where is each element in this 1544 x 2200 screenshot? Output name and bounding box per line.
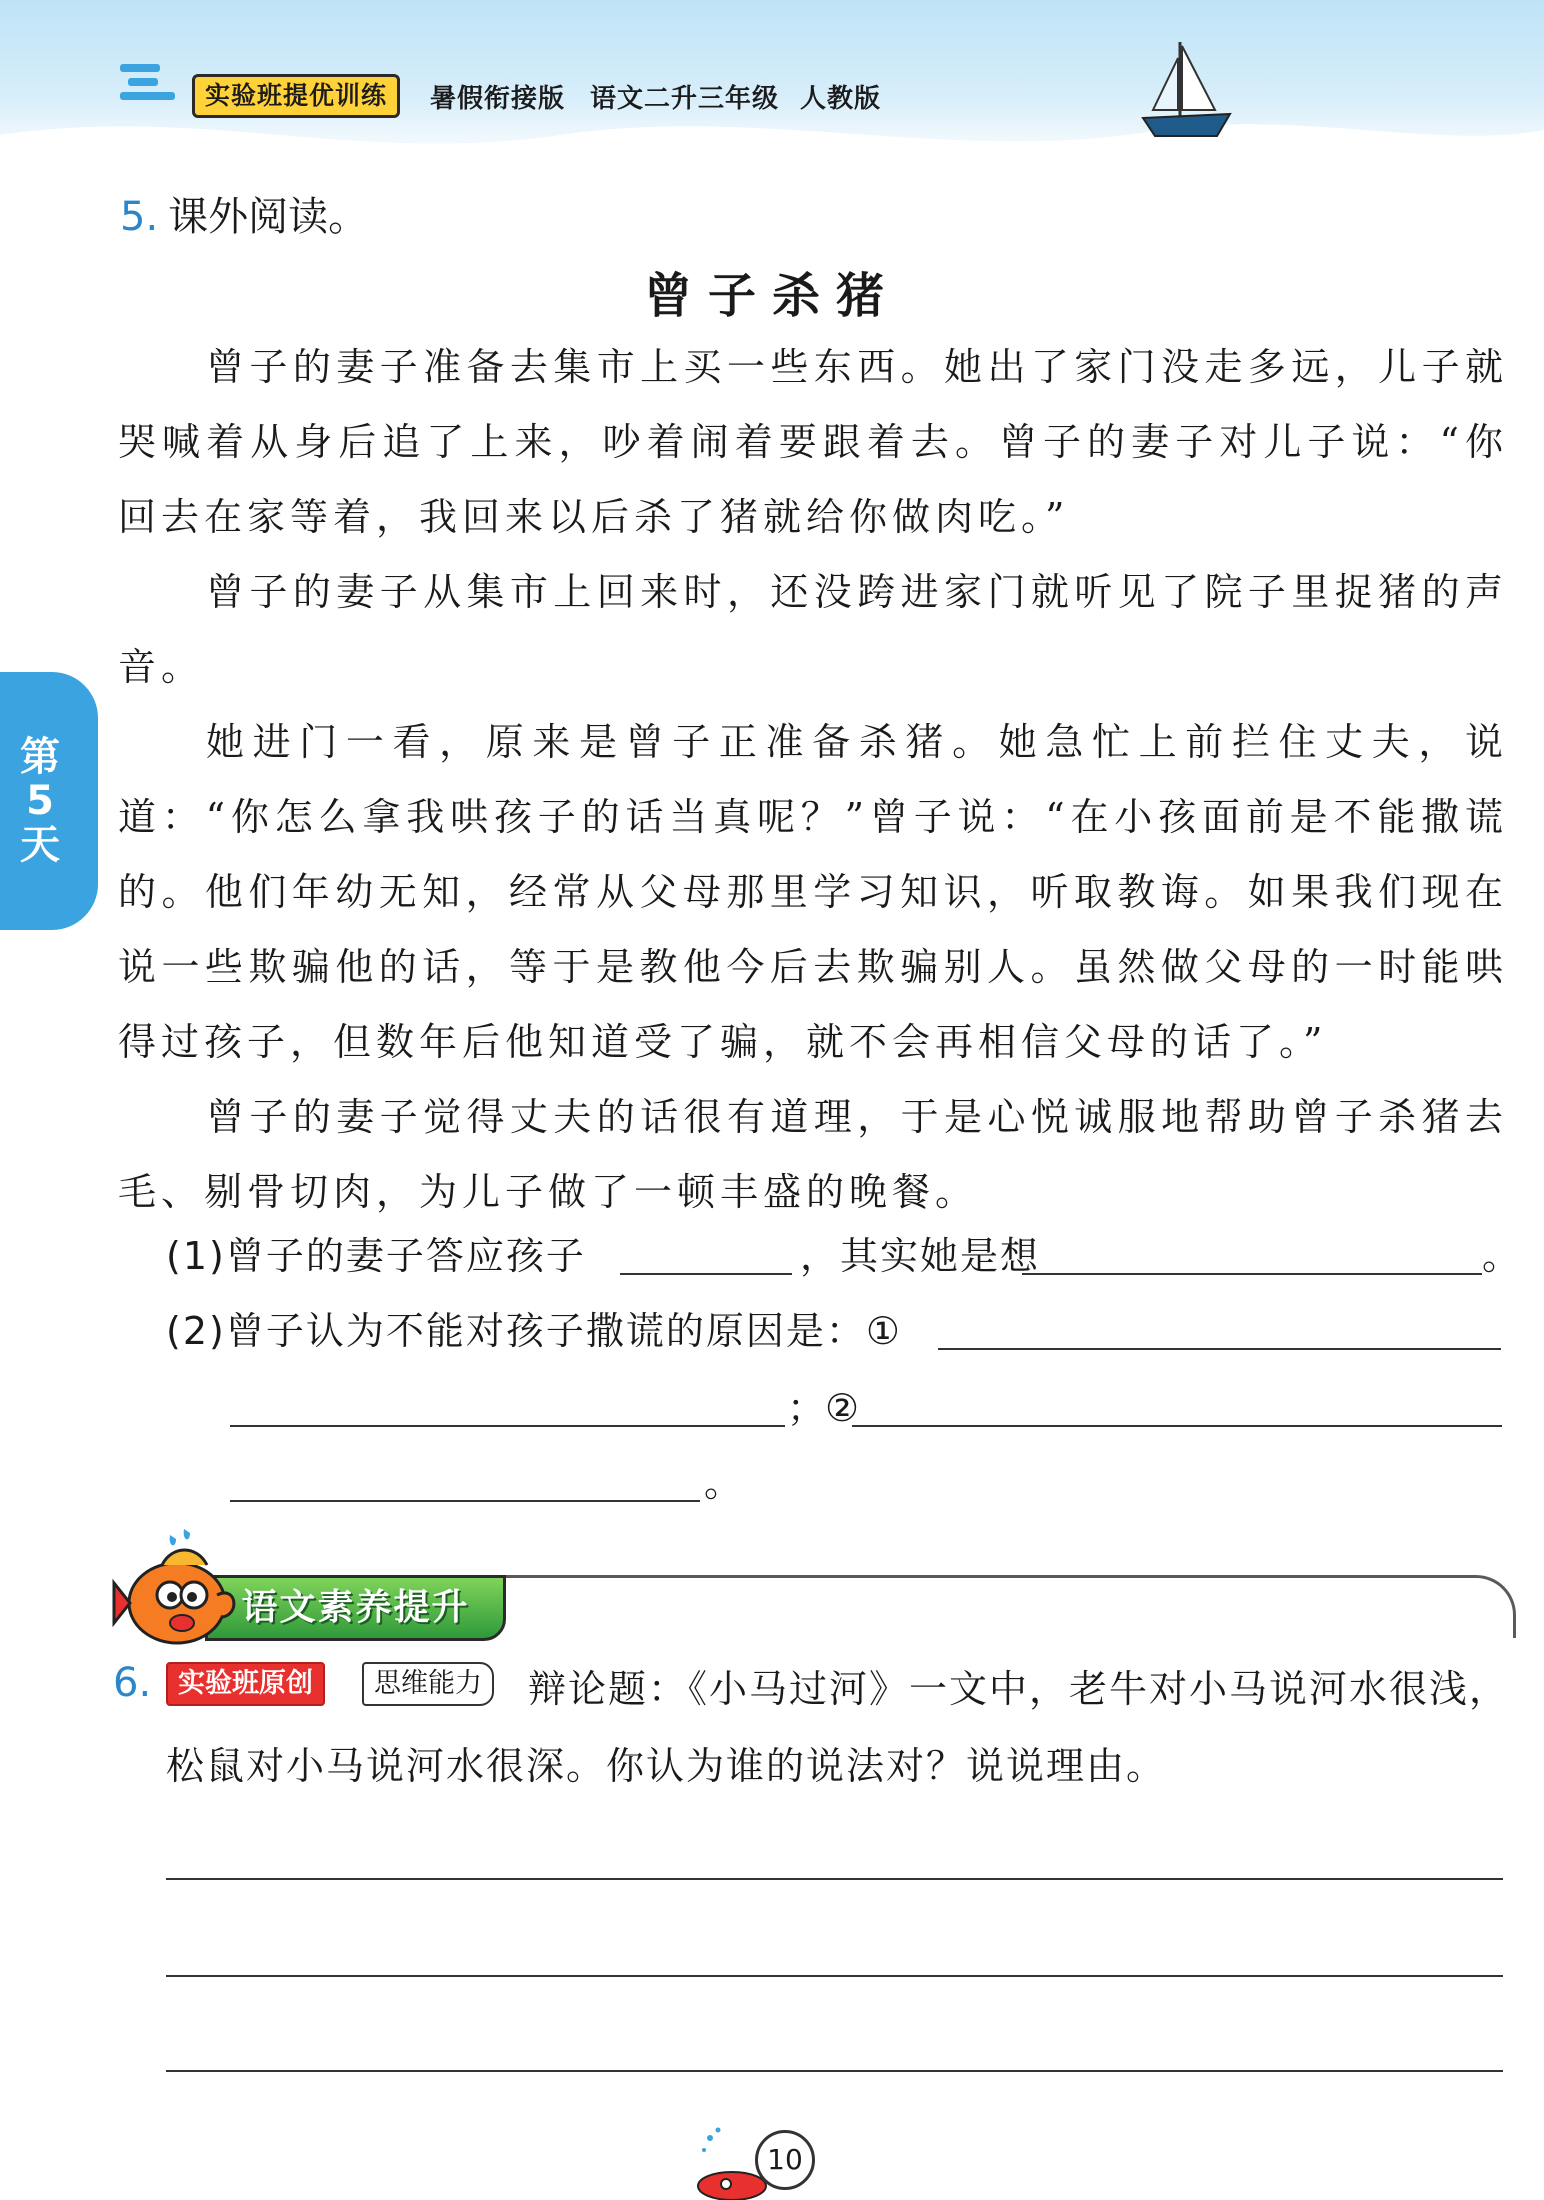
- skill-tag-badge: 思维能力: [362, 1662, 494, 1706]
- day-side-tab: [0, 672, 98, 930]
- subquestion1-blank2[interactable]: [1022, 1235, 1482, 1275]
- question6-text-line1: 辩论题：《小马过河》一文中，老牛对小马说河水很浅，: [528, 1667, 1510, 1711]
- answer-line[interactable]: [166, 2070, 1503, 2072]
- subquestion1-blank1[interactable]: [620, 1235, 792, 1275]
- subquestion2-text: (2)曾子认为不能对孩子撒谎的原因是：①: [166, 1309, 902, 1353]
- section-banner: 语文素养提升: [205, 1575, 506, 1641]
- page-number: 10: [755, 2130, 815, 2190]
- subquestion2-blank2b[interactable]: [230, 1462, 700, 1502]
- question6-text-line2: 松鼠对小马说河水很深。你认为谁的说法对？说说理由。: [166, 1744, 1167, 1788]
- story-body: [118, 330, 1508, 1230]
- question5-heading-text: 课外阅读。: [168, 194, 369, 240]
- subquestion2-blank2a[interactable]: [852, 1387, 1502, 1427]
- story-paragraph: 曾子的妻子觉得丈夫的话很有道理，于是心悦诚服地帮助曾子杀猪去毛、剔骨切肉，为儿子做了一顿丰盛的晚餐。: [118, 1095, 1508, 1214]
- series-logo-icon: [118, 60, 188, 104]
- fish-mascot-icon: [112, 1525, 247, 1655]
- answer-line[interactable]: [166, 1878, 1503, 1880]
- question6-number: 6.: [113, 1660, 152, 1706]
- sailboat-icon: [1135, 40, 1235, 145]
- subquestion2-end: 。: [704, 1461, 743, 1505]
- subquestion1-part-b: ，其实她是想: [800, 1234, 1041, 1278]
- subquestion2-blank1a[interactable]: [938, 1310, 1501, 1350]
- story-paragraph: 曾子的妻子准备去集市上买一些东西。她出了家门没走多远，儿子就哭喊着从身后追了上来，吵着闹着要跟着去。曾子的妻子对儿子说：“你回去在家等着，我回来以后杀了猪就给你做肉吃。”: [118, 345, 1508, 539]
- subquestion1-end: 。: [1482, 1234, 1521, 1278]
- subquestion2-mid: ；②: [787, 1386, 860, 1430]
- day-tab-line2: 5: [26, 778, 54, 824]
- question5-number: 5.: [120, 194, 159, 240]
- header-edition: 暑假衔接版: [430, 84, 566, 114]
- story-paragraph: 她进门一看，原来是曾子正准备杀猪。她急忙上前拦住丈夫，说道：“你怎么拿我哄孩子的话当真呢？”曾子说：“在小孩面前是不能撒谎的。他们年幼无知，经常从父母那里学习知识，听取教诲。如果我们现在说一些欺骗他的话，等于是教他今后去欺骗别人。虽然做父母的一时能哄得过孩子，但数年后他知道受了骗，就不会再相信父母的话了。”: [118, 720, 1508, 1064]
- subquestion2-blank1b[interactable]: [230, 1387, 785, 1427]
- answer-line[interactable]: [166, 1975, 1503, 1977]
- day-tab-line3: 天: [20, 822, 60, 868]
- subquestion1-part-a: (1)曾子的妻子答应孩子: [166, 1234, 586, 1278]
- series-title-badge: 实验班提优训练: [192, 74, 400, 118]
- story-paragraph: 曾子的妻子从集市上回来时，还没跨进家门就听见了院子里捉猪的声音。: [118, 570, 1508, 689]
- question5-heading: [120, 185, 368, 242]
- header-subject: 语文二升三年级: [590, 84, 780, 114]
- header-publisher: 人教版: [800, 84, 882, 114]
- day-tab-line1: 第: [20, 734, 60, 780]
- original-tag-badge: 实验班原创: [166, 1662, 325, 1706]
- story-title: 曾子杀猪: [643, 268, 900, 324]
